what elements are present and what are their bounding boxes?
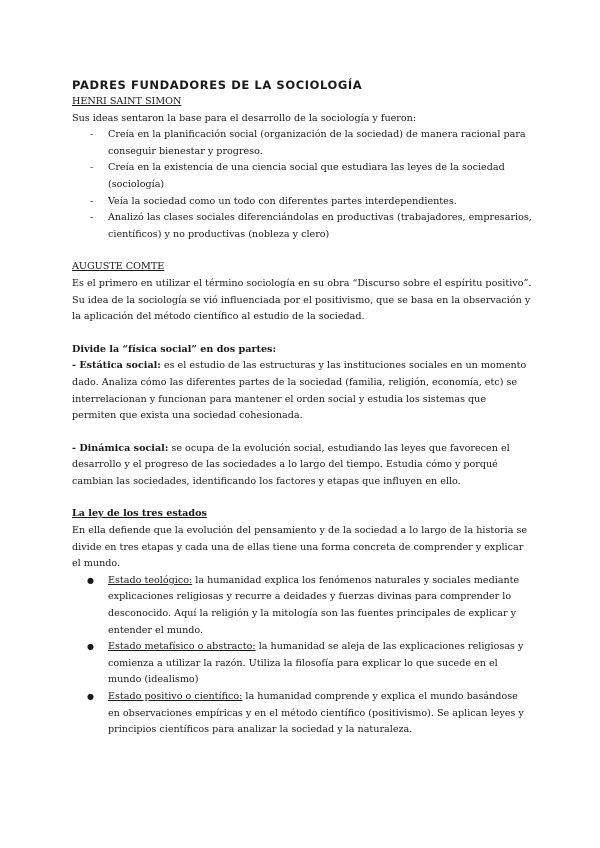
estado-text: la humanidad comprende y explica el mundo basándose en observaciones empíricas y en el método científico (positivismo). Se aplican leyes y principios científicos para analizar la sociedad y la naturaleza. — [108, 691, 524, 736]
estado-label: Estado positivo o científico: — [108, 691, 243, 702]
estado-label: Estado metafísico o abstracto: — [108, 641, 256, 653]
estado-label: Estado teológico: — [108, 574, 193, 586]
estatica-text: es el estudio de las estructuras y las instituciones sociales en un momento dado. Analiza cómo las diferentes partes de la sociedad (familia, religión, economía, etc) se interrelacionan y funcionan para mantener el orden social y estudia los sistemas que permiten que exista una sociedad cohesionada. — [72, 360, 527, 422]
comte-paragraph-2: Su idea de la sociología se vió influenciada por el positivismo, que se basa en la observación y la aplicación del método científico al estudio de la sociedad. — [72, 294, 531, 323]
estatica-label: - Estática social: — [72, 360, 161, 372]
list-item: - Analizó las clases sociales diferenciándolas en productivas (trabajadores, empresarios, científicos) y no productivas (nobleza y clero) — [72, 210, 532, 243]
divide-heading: Divide la “física social” en dos partes: — [72, 343, 276, 355]
estado-text: la humanidad se aleja de las explicaciones religiosas y comienza a utilizar la razón. Utiliza la filosofía para explicar lo que sucede en el mundo (idealismo) — [108, 641, 524, 686]
document-body — [72, 76, 532, 739]
estados-list — [72, 573, 532, 739]
estado-text: la humanidad explica los fenómenos naturales y sociales mediante explicaciones religiosas y recurre a deidades y fuerzas divinas para comprender lo desconocido. Aquí la religión y la mitología son las fuentes principales de explicar y entender el mundo. — [108, 574, 520, 636]
list-item — [72, 639, 532, 689]
document-title: PADRES FUNDADORES DE LA SOCIOLOGÍA — [72, 78, 363, 92]
comte-heading: AUGUSTE COMTE — [72, 261, 165, 273]
dinamica-text: se ocupa de la evolución social, estudiando las leyes que favorecen el desarrollo y el progreso de las sociedades a lo largo del tiempo. Estudia cómo y porqué cambian las sociedades, identificando los factores y etapas que influyen en ello. — [72, 442, 510, 487]
estatica-paragraph — [72, 358, 532, 424]
comte-paragraph-1: Es el primero en utilizar el término sociología en su obra “Discurso sobre el espíritu positivo”. — [72, 277, 532, 289]
dinamica-paragraph — [72, 441, 532, 491]
ley-heading: La ley de los tres estados — [72, 508, 207, 520]
saint-simon-list — [72, 127, 532, 243]
list-item: - Creía en la existencia de una ciencia social que estudiara las leyes de la sociedad (sociología) — [72, 160, 532, 193]
list-item — [72, 689, 532, 739]
list-item — [72, 573, 532, 639]
saint-simon-heading: HENRI SAINT SIMON — [72, 96, 182, 107]
list-item: - Veía la sociedad como un todo con diferentes partes interdependientes. — [72, 194, 532, 211]
dinamica-label: - Dinámica social: — [72, 442, 169, 454]
list-item: - Creía en la planificación social (organización de la sociedad) de manera racional para conseguir bienestar y progreso. — [72, 127, 532, 160]
saint-simon-intro: Sus ideas sentaron la base para el desarrollo de la sociología y fueron: — [72, 112, 417, 124]
ley-intro: En ella defiende que la evolución del pensamiento y de la sociedad a lo largo de la historia se divide en tres etapas y cada una de ellas tiene una forma concreta de comprender y explicar el mundo. — [72, 525, 528, 570]
